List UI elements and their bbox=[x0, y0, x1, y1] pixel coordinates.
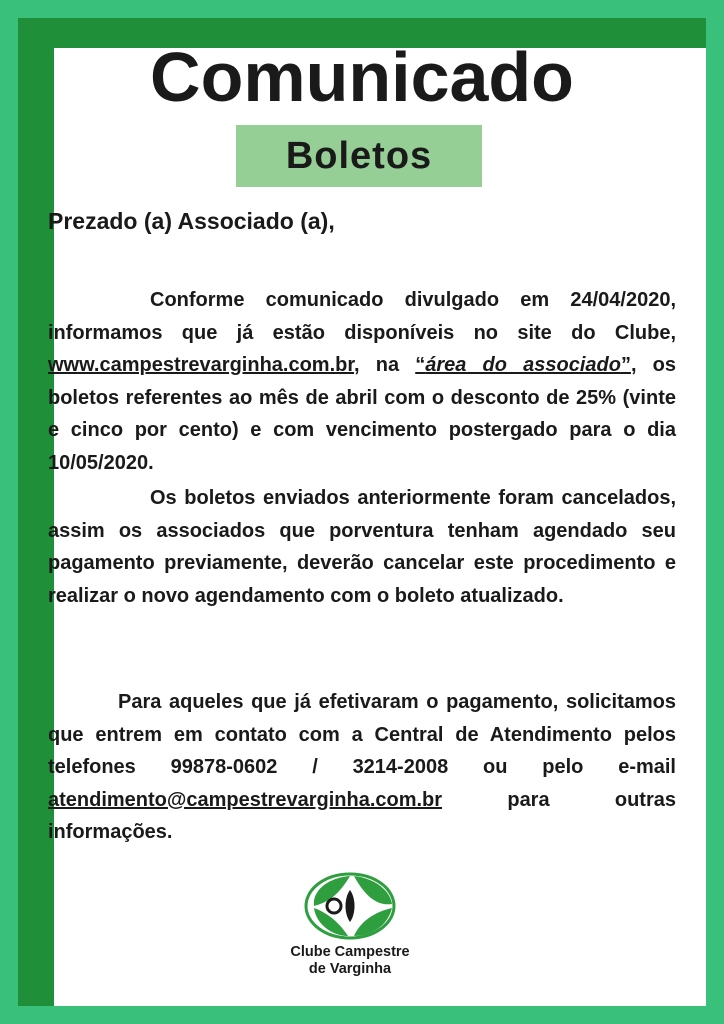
p3-text-b: para outras informações. bbox=[48, 788, 676, 843]
associate-area-link[interactable]: área do associado bbox=[425, 354, 621, 376]
p3-text-a: Para aqueles que já efetivaram o pagamento, solicitamos que entrem em contato com a Central de Atendimento pelos telefones 99878-0602 / 3214-2008 ou pelo e-mail bbox=[48, 691, 676, 778]
site-link[interactable]: www.campestrevarginha.com.br, bbox=[48, 354, 360, 376]
logo-line-1: Clube Campestre bbox=[290, 944, 410, 960]
p1-text-a: Conforme comunicado divulgado em 24/04/2020, informamos que já estão disponíveis no site do Clube, bbox=[48, 289, 676, 344]
paragraph-2 bbox=[48, 482, 676, 612]
logo-line-2: de Varginha bbox=[308, 961, 392, 977]
club-logo-icon bbox=[304, 872, 396, 940]
p2-text: Os boletos enviados anteriormente foram cancelados, assim os associados que porventura tenham agendado seu pagamento previamente, deverão cancelar este procedimento e realizar o novo agendamento com o boleto atualizado. bbox=[48, 487, 676, 607]
quote-open: “ bbox=[415, 354, 426, 376]
subtitle-banner bbox=[236, 125, 482, 187]
email-link[interactable]: atendimento@campestrevarginha.com.br bbox=[48, 788, 443, 811]
paragraph-3 bbox=[48, 686, 676, 849]
page-title: Comunicado bbox=[150, 38, 574, 116]
quote-close: ” bbox=[620, 354, 631, 376]
greeting: Prezado (a) Associado (a), bbox=[48, 208, 335, 234]
subtitle-text: Boletos bbox=[285, 134, 433, 177]
logo-caption bbox=[250, 944, 450, 978]
p1-text-b: na bbox=[359, 354, 416, 376]
paragraph-1 bbox=[48, 284, 676, 479]
p1-text-c: , os boletos referentes ao mês de abril com o desconto de 25% (vinte e cinco por cento) e com vencimento postergado para o dia 10/05/2020. bbox=[48, 354, 676, 474]
